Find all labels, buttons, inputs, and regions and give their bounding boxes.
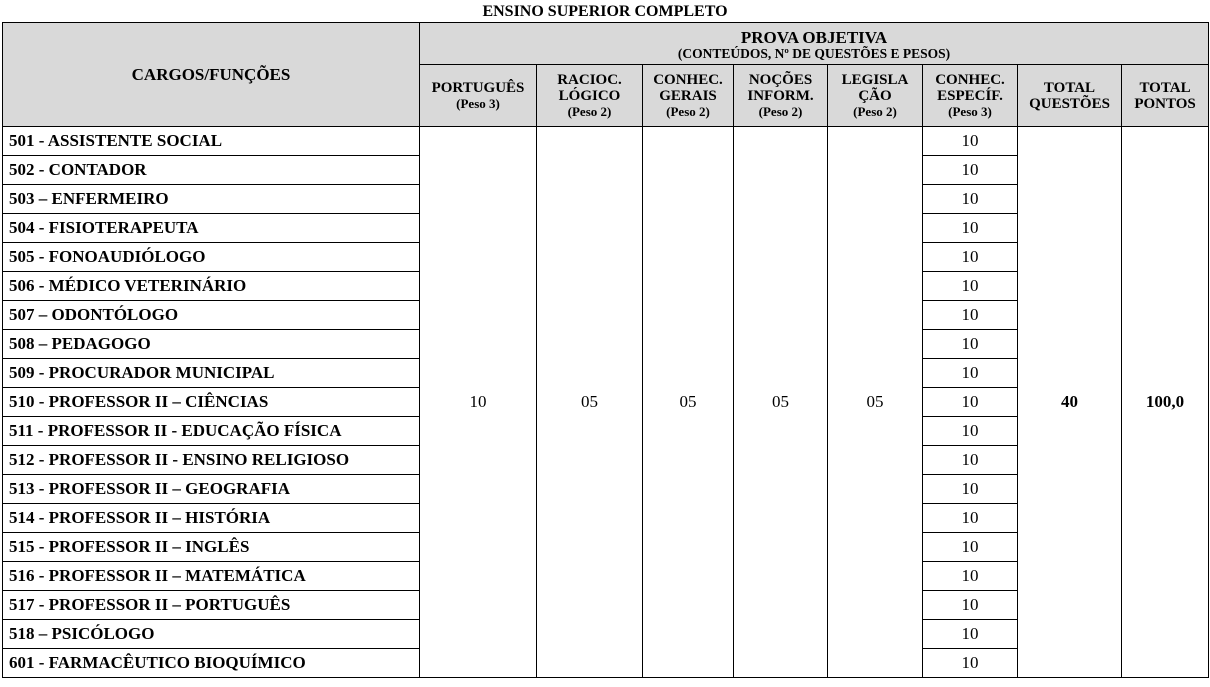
especifico-value: 10 [923, 359, 1018, 388]
header-legislacao-label-1: LEGISLA [841, 71, 909, 88]
especifico-value: 10 [923, 649, 1018, 678]
header-total-pontos [1122, 65, 1209, 127]
header-raciocinio [537, 65, 643, 127]
especifico-value: 10 [923, 388, 1018, 417]
especifico-value: 10 [923, 446, 1018, 475]
especifico-value: 10 [923, 156, 1018, 185]
especifico-value: 10 [923, 185, 1018, 214]
cargo-name: 517 - PROFESSOR II – PORTUGUÊS [3, 591, 420, 620]
cargo-name: 515 - PROFESSOR II – INGLÊS [3, 533, 420, 562]
especifico-value: 10 [923, 417, 1018, 446]
cargo-name: 501 - ASSISTENTE SOCIAL [3, 127, 420, 156]
cargo-name: 509 - PROCURADOR MUNICIPAL [3, 359, 420, 388]
especifico-value: 10 [923, 620, 1018, 649]
header-conhec-label-2: GERAIS [659, 87, 717, 104]
header-portugues-peso: (Peso 3) [456, 95, 500, 111]
cargo-name: 510 - PROFESSOR II – CIÊNCIAS [3, 388, 420, 417]
raciocinio-value: 05 [537, 127, 643, 678]
header-cargos: CARGOS/FUNÇÕES [3, 23, 420, 127]
header-especifico-label-2: ESPECÍF. [937, 87, 1003, 104]
prova-title: PROVA OBJETIVA [740, 27, 888, 47]
header-especifico-peso: (Peso 3) [948, 103, 992, 119]
header-nocoes-peso: (Peso 2) [758, 103, 803, 119]
cargo-name: 518 – PSICÓLOGO [3, 620, 420, 649]
especifico-value: 10 [923, 562, 1018, 591]
portugues-value: 10 [420, 127, 537, 678]
cargo-name: 502 - CONTADOR [3, 156, 420, 185]
header-nocoes-label-2: INFORM. [747, 87, 814, 104]
especifico-value: 10 [923, 475, 1018, 504]
header-total-questoes-label-1: TOTAL [1043, 79, 1096, 96]
cargo-name: 507 – ODONTÓLOGO [3, 301, 420, 330]
legislacao-value: 05 [828, 127, 923, 678]
especifico-value: 10 [923, 214, 1018, 243]
header-nocoes-informatica [734, 65, 828, 127]
especifico-value: 10 [923, 127, 1018, 156]
especifico-value: 10 [923, 243, 1018, 272]
cargo-name: 508 – PEDAGOGO [3, 330, 420, 359]
prova-subtitle: (CONTEÚDOS, Nº DE QUESTÕES E PESOS) [677, 45, 951, 61]
header-legislacao [828, 65, 923, 127]
cargo-name: 513 - PROFESSOR II – GEOGRAFIA [3, 475, 420, 504]
total-pontos-value: 100,0 [1122, 127, 1209, 678]
header-conhec-peso: (Peso 2) [666, 103, 710, 119]
especifico-value: 10 [923, 533, 1018, 562]
header-prova-objetiva [420, 23, 1209, 65]
especifico-value: 10 [923, 591, 1018, 620]
header-total-questoes [1018, 65, 1122, 127]
exam-table [2, 22, 1209, 678]
header-total-pontos-label-2: PONTOS [1134, 95, 1196, 112]
especifico-value: 10 [923, 330, 1018, 359]
especifico-value: 10 [923, 301, 1018, 330]
header-raciocinio-label-1: RACIOC. [557, 71, 622, 88]
cargo-name: 503 – ENFERMEIRO [3, 185, 420, 214]
header-total-pontos-label-1: TOTAL [1139, 79, 1191, 96]
header-especifico-label-1: CONHEC. [935, 71, 1005, 88]
document-title: ENSINO SUPERIOR COMPLETO [482, 3, 728, 20]
header-portugues [420, 65, 537, 127]
header-raciocinio-peso: (Peso 2) [567, 103, 612, 119]
cargo-name: 505 - FONOAUDIÓLOGO [3, 243, 420, 272]
especifico-value: 10 [923, 504, 1018, 533]
conhecimentos-gerais-value: 05 [643, 127, 734, 678]
table-row [3, 127, 1209, 156]
nocoes-informatica-value: 05 [734, 127, 828, 678]
cargo-name: 504 - FISIOTERAPEUTA [3, 214, 420, 243]
header-legislacao-label-2: ÇÃO [858, 87, 892, 104]
cargo-name: 514 - PROFESSOR II – HISTÓRIA [3, 504, 420, 533]
header-conhec-label-1: CONHEC. [653, 71, 723, 88]
especifico-value: 10 [923, 272, 1018, 301]
cargo-name: 516 - PROFESSOR II – MATEMÁTICA [3, 562, 420, 591]
total-questoes-value: 40 [1018, 127, 1122, 678]
cargo-name: 601 - FARMACÊUTICO BIOQUÍMICO [3, 649, 420, 678]
header-legislacao-peso: (Peso 2) [853, 103, 897, 119]
header-total-questoes-label-2: QUESTÕES [1029, 95, 1110, 112]
header-conhecimentos-gerais [643, 65, 734, 127]
header-nocoes-label-1: NOÇÕES [748, 71, 813, 88]
cargo-name: 512 - PROFESSOR II - ENSINO RELIGIOSO [3, 446, 420, 475]
cargo-name: 506 - MÉDICO VETERINÁRIO [3, 272, 420, 301]
header-portugues-label: PORTUGUÊS [431, 79, 525, 96]
header-raciocinio-label-2: LÓGICO [558, 87, 621, 104]
cargo-name: 511 - PROFESSOR II - EDUCAÇÃO FÍSICA [3, 417, 420, 446]
header-conhecimentos-especificos [923, 65, 1018, 127]
